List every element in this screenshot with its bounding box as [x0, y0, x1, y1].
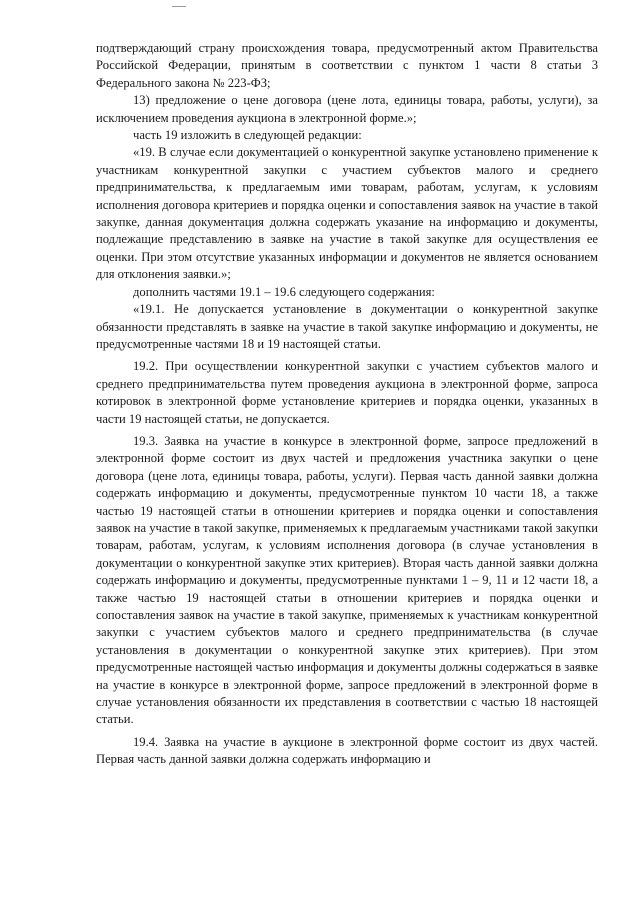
scan-mark: [172, 6, 186, 7]
paragraph-part-19-2: 19.2. При осуществлении конкурентной закупки с участием субъектов малого и среднего предпринимательства путем проведения аукциона в электронной форме, запроса котировок в электронной форме установление критериев и порядка оценки, указанных в части 19 настоящей статьи, не допускается.: [96, 359, 598, 426]
paragraph-continuation: подтверждающий страну происхождения товара, предусмотренный актом Правительства Российской Федерации, принятым в соответствии с пунктом 1 части 8 статьи 3 Федерального закона № 223-ФЗ;: [96, 41, 598, 90]
paragraph-part-19-3: 19.3. Заявка на участие в конкурсе в электронной форме, запросе предложений в электронной форме состоит из двух частей и предложения участника закупки о цене договора (цене лота, единицы товара, работы, услуги). Первая часть данной заявки должна содержать информацию и документы, предусмотренные пунктом 10 части 18, а также частью 19 настоящей статьи в отношении критериев и порядка оценки и сопоставления заявок на участие в такой закупке, применяемых к предлагаемым участниками такой закупки товарам, работам, услугам, к условиям исполнения договора (в случае установления в документации о конкурентной закупке этих критериев). Вторая часть данной заявки должна содержать информацию и документы, предусмотренные пунктами 1 – 9, 11 и 12 части 18, а также частью 19 настоящей статьи в отношении критериев и порядка оценки и сопоставления заявок на участие в такой закупке, применяемых к участникам конкурентной закупки с участием субъектов малого и среднего предпринимательства (в случае установления в документации о конкурентной закупке этих критериев). При этом предусмотренные настоящей частью информация и документы должны содержаться в заявке на участие в конкурсе в электронной форме, запросе предложений в электронной форме в случае установления обязанности их представления в соответствии с частью 18 настоящей статьи.: [96, 433, 599, 727]
paragraph-instruction-part-19: часть 19 изложить в следующей редакции:: [133, 128, 362, 143]
paragraph-part-19: «19. В случае если документацией о конкурентной закупке установлено применение к участникам конкурентной закупки с участием субъектов малого и среднего предпринимательства, к предлагаемым ими товарам, работам, услугам, к условиям исполнения договора критериев и порядка оценки и сопоставления заявок на участие в такой закупке, данная документация должна содержать указание на информацию и документы, подлежащие представлению в заявке на участие в такой закупке для осуществления ее оценки. При этом отсутствие указанных информации и документов не является основанием для отклонения заявки.»;: [96, 145, 598, 282]
paragraph-part-19-1: «19.1. Не допускается установление в документации о конкурентной закупке обязанности представлять в заявке на участие в такой закупке информацию и документы, не предусмотренные частями 18 и 19 настоящей статьи.: [96, 302, 598, 351]
document-body: [96, 40, 598, 769]
paragraph-instruction-parts-19-1-19-6: дополнить частями 19.1 – 19.6 следующего содержания:: [133, 284, 435, 299]
paragraph-item-13: 13) предложение о цене договора (цене лота, единицы товара, работы, услуги), за исключением проведения аукциона в электронной форме.»;: [96, 93, 598, 125]
paragraph-part-19-4: 19.4. Заявка на участие в аукционе в электронной форме состоит из двух частей. Первая часть данной заявки должна содержать информацию и: [96, 734, 598, 767]
